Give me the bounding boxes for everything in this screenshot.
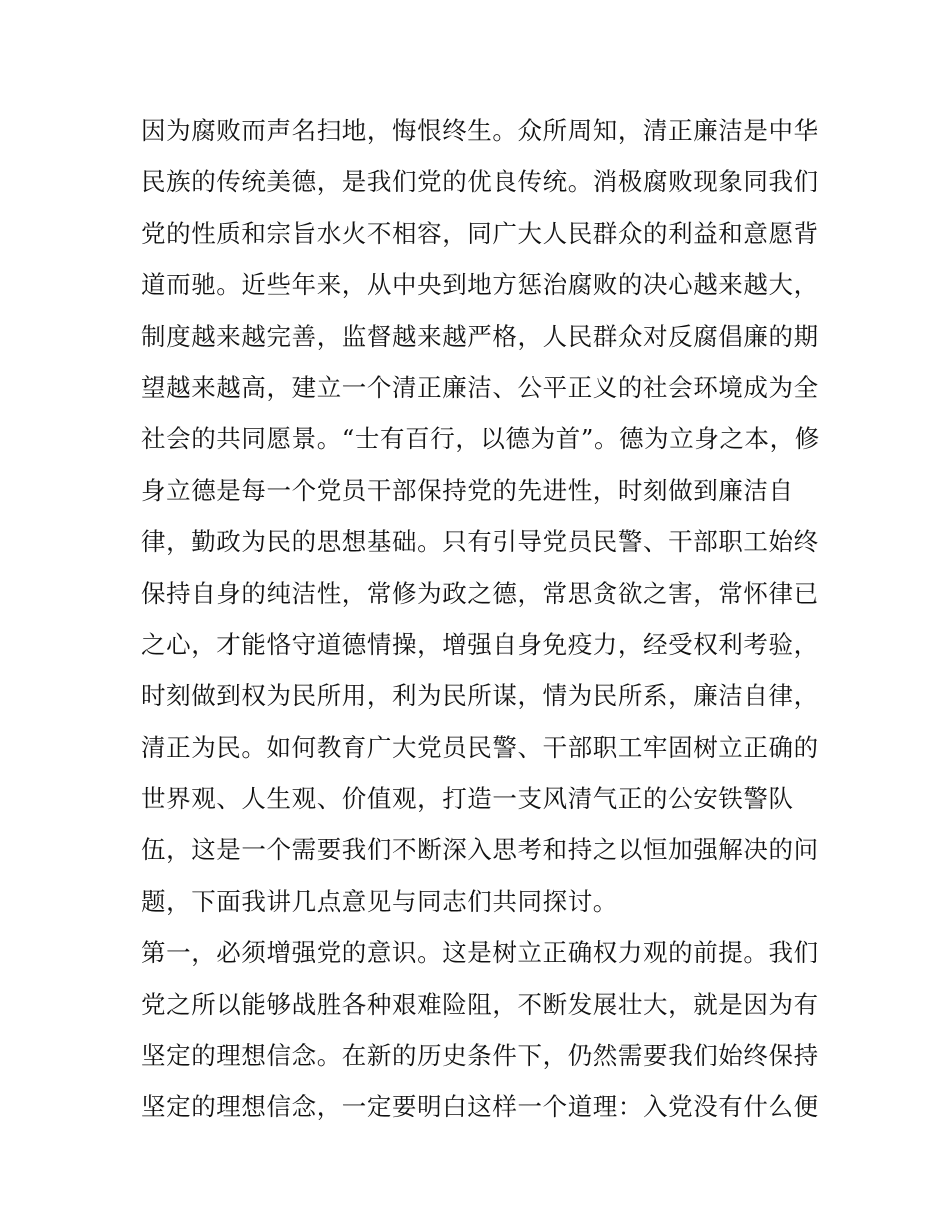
text-line: 世界观、人生观、价值观，打造一支风清气正的公安铁警队 <box>141 784 794 814</box>
text-line: 保持自身的纯洁性，常修为政之德，常思贪欲之害，常怀律已 <box>141 578 819 608</box>
text-line: 伍，这是一个需要我们不断深入思考和持之以恒加强解决的问 <box>141 835 819 865</box>
text-line: 之心，才能恪守道德情操，增强自身免疫力，经受权利考验， <box>141 629 819 659</box>
text-line: 望越来越高，建立一个清正廉洁、公平正义的社会环境成为全 <box>141 372 819 402</box>
text-line: 社会的共同愿景。“士有百行，以德为首”。德为立身之本，修 <box>141 424 820 454</box>
text-line: 党的性质和宗旨水火不相容，同广大人民群众的利益和意愿背 <box>141 218 819 248</box>
text-line: 坚定的理想信念，一定要明白这样一个道理：入党没有什么便 <box>141 1092 819 1122</box>
text-line: 制度越来越完善，监督越来越严格，人民群众对反腐倡廉的期 <box>141 321 819 351</box>
text-line: 题，下面我讲几点意见与同志们共同探讨。 <box>141 886 618 916</box>
text-line: 道而驰。近些年来，从中央到地方惩治腐败的决心越来越大， <box>141 270 819 300</box>
text-line: 第一，必须增强党的意识。这是树立正确权力观的前提。我们 <box>141 938 819 968</box>
text-line: 清正为民。如何教育广大党员民警、干部职工牢固树立正确的 <box>141 732 819 762</box>
text-line: 身立德是每一个党员干部保持党的先进性，时刻做到廉洁自 <box>141 475 794 505</box>
text-line: 律，勤政为民的思想基础。只有引导党员民警、干部职工始终 <box>141 527 819 557</box>
text-line: 因为腐败而声名扫地，悔恨终生。众所周知，清正廉洁是中华 <box>141 116 819 145</box>
text-line: 党之所以能够战胜各种艰难险阻，不断发展壮大，就是因为有 <box>141 989 819 1019</box>
text-line: 时刻做到权为民所用，利为民所谋，情为民所系，廉洁自律， <box>141 681 819 711</box>
body-text <box>141 105 821 1133</box>
text-line: 民族的传统美德，是我们党的优良传统。消极腐败现象同我们 <box>141 167 819 197</box>
text-line: 坚定的理想信念。在新的历史条件下，仍然需要我们始终保持 <box>141 1041 819 1071</box>
